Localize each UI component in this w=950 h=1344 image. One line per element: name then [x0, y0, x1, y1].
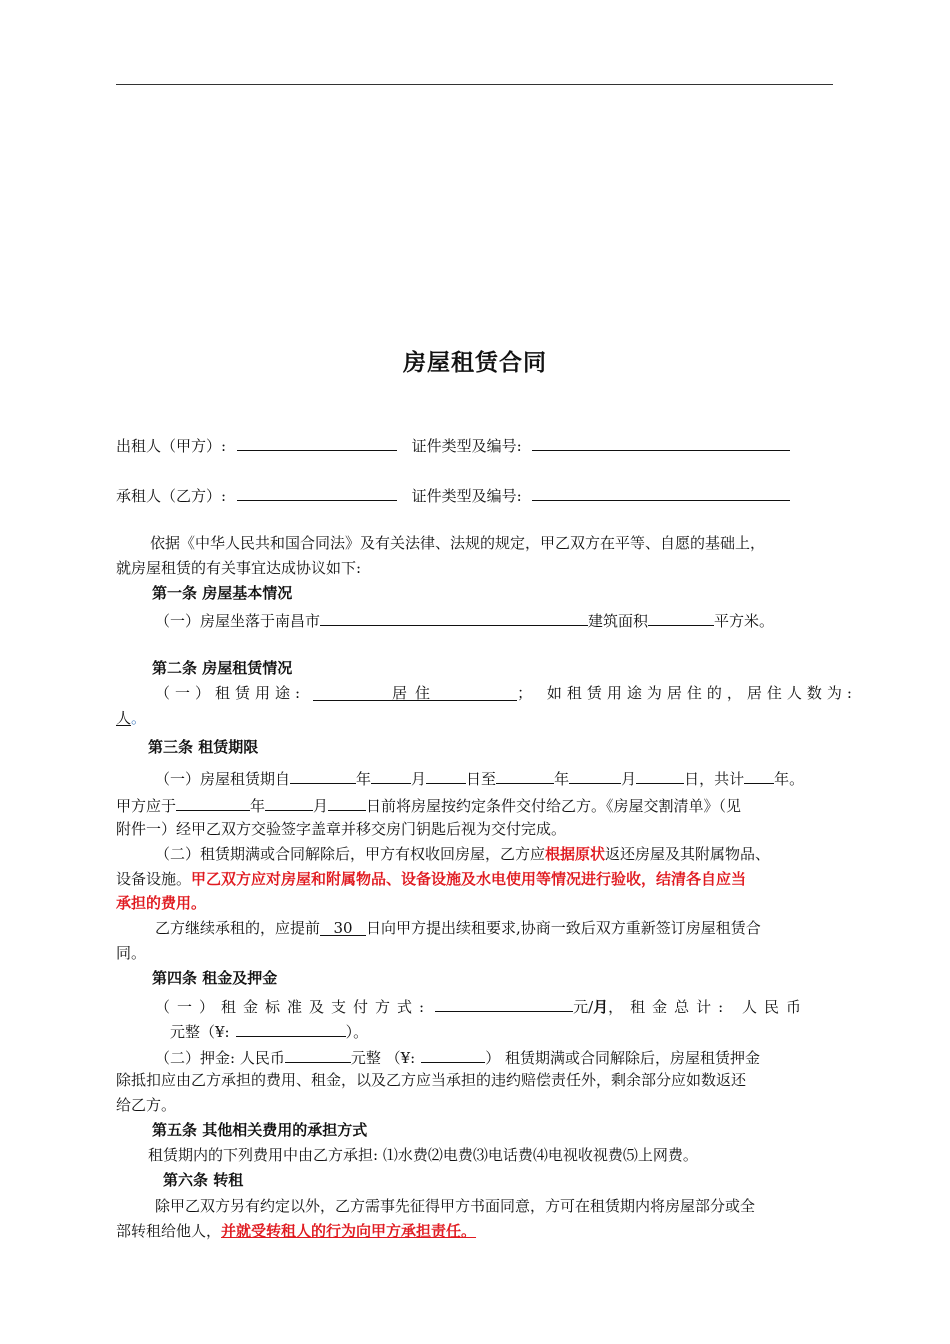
to-label: 日至: [466, 770, 497, 788]
document-title: 房屋租赁合同: [403, 349, 547, 376]
article-3-p4: [155, 844, 770, 864]
year-label: 年: [356, 770, 372, 788]
lessor-id-label: 证件类型及编号:: [411, 437, 522, 455]
month-label: 月: [621, 770, 637, 788]
article-3-title: 第三条 租赁期限: [148, 738, 259, 756]
article-5-title: 第五条 其他相关费用的承担方式: [152, 1121, 368, 1139]
article-3-p8: 同。: [116, 944, 147, 962]
month-label: 月: [411, 770, 427, 788]
lessee-label: 承租人（乙方）:: [116, 487, 227, 505]
renewal-text: 乙方继续承租的，应提前: [155, 919, 321, 937]
total-years-field[interactable]: [744, 766, 774, 784]
area-unit: 平方米。: [714, 612, 775, 630]
intro-line-2: 就房屋租赁的有关事宜达成协议如下:: [116, 559, 362, 577]
rent-label: （一）租金标准及支付方式:: [155, 998, 432, 1016]
deposit-number-field[interactable]: [421, 1045, 485, 1063]
end-year-field[interactable]: [496, 766, 554, 784]
lessee-id-label: 证件类型及编号:: [411, 487, 522, 505]
start-day-field[interactable]: [426, 766, 466, 784]
article-4-p5: 给乙方。: [116, 1096, 177, 1114]
article-3-p7: [155, 918, 761, 938]
start-year-field[interactable]: [290, 766, 356, 784]
use-label: （一）租赁用途:: [155, 684, 306, 702]
article-3-p3: 附件一）经甲乙双方交验签字盖章并移交房门钥匙后视为交付完成。: [116, 820, 567, 838]
article-3-p2: [116, 793, 741, 816]
article-4-p4: 除抵扣应由乙方承担的费用、租金，以及乙方应当承担的违约赔偿责任外，剩余部分应如数返还: [116, 1071, 747, 1089]
article-3-p6: 承担的费用。: [116, 894, 207, 912]
delivery-year-field[interactable]: [176, 793, 250, 811]
return-text-end: 返还房屋及其附属物品、: [605, 845, 771, 863]
return-condition-emphasis: 根据原状: [545, 845, 606, 863]
month-label: 月: [313, 797, 329, 815]
inspection-emphasis: 甲乙双方应对房屋和附属物品、设备设施及水电使用等情况进行验收，结清各自应当: [191, 870, 747, 888]
occupants-field[interactable]: 人: [116, 709, 132, 727]
renewal-text-end: 日向甲方提出续租要求,协商一致后双方重新签订房屋租赁合: [366, 919, 761, 937]
article-6-p2: [116, 1221, 476, 1241]
rent-period: 月: [593, 998, 609, 1016]
deposit-label: （二）押金: 人民币: [155, 1049, 285, 1067]
article-1-p1: [155, 608, 774, 631]
delivery-label: 甲方应于: [116, 797, 177, 815]
deposit-yuan-label: 元整 （¥:: [350, 1049, 416, 1067]
article-3-p5: [116, 869, 746, 889]
delivery-day-field[interactable]: [328, 793, 366, 811]
total-years-unit: 年。: [774, 770, 805, 788]
article-4-p1: [155, 994, 808, 1017]
sublet-liability-emphasis: 并就受转租人的行为向甲方承担责任。: [221, 1222, 477, 1240]
article-2-period: 。: [131, 709, 147, 727]
article-3-p1: [155, 766, 804, 789]
article-2-p1: [155, 683, 857, 703]
year-label: 年: [250, 797, 266, 815]
deposit-amount-field[interactable]: [285, 1045, 351, 1063]
lessee-name-field[interactable]: [237, 483, 397, 501]
rent-total-field[interactable]: [236, 1019, 346, 1037]
lessee-line: [116, 483, 790, 506]
rent-total-yuan-label: 元整（¥:: [170, 1023, 230, 1041]
article-2-title: 第二条 房屋租赁情况: [152, 659, 293, 677]
article-6-p1: 除甲乙双方另有约定以外，乙方需事先征得甲方书面同意，方可在租赁期内将房屋部分或全: [155, 1197, 756, 1215]
delivery-text: 日前将房屋按约定条件交付给乙方。《房屋交割清单》（见: [366, 797, 742, 815]
article-4-p2: [170, 1019, 368, 1042]
lessee-id-field[interactable]: [532, 483, 790, 501]
occupants-label: ； 如租赁用途为居住的，居住人数为:: [517, 684, 857, 702]
rent-total-close: ）。: [345, 1023, 369, 1041]
return-text: （二）租赁期满或合同解除后，甲方有权收回房屋，乙方应: [155, 845, 546, 863]
end-month-field[interactable]: [569, 766, 621, 784]
total-label: 日，共计: [684, 770, 745, 788]
rent-total-label: ，租金总计: 人民币: [608, 998, 808, 1016]
article-2-p2: [116, 708, 146, 728]
lessor-line: [116, 433, 790, 456]
area-label: 建筑面积: [588, 612, 649, 630]
delivery-month-field[interactable]: [265, 793, 313, 811]
facilities-text: 设备设施。: [116, 870, 192, 888]
article-1-title: 第一条 房屋基本情况: [152, 584, 293, 602]
end-day-field[interactable]: [636, 766, 684, 784]
rent-unit: 元/: [573, 998, 594, 1016]
area-field[interactable]: [648, 608, 714, 626]
deposit-text: ） 租赁期满或合同解除后，房屋租赁押金: [485, 1049, 760, 1067]
rent-field[interactable]: [435, 994, 573, 1012]
renewal-days-field[interactable]: 30: [320, 918, 366, 936]
term-label: （一）房屋租赁期自: [155, 770, 291, 788]
article-6-title: 第六条 转租: [163, 1171, 244, 1189]
article-5-p1: 租赁期内的下列费用中由乙方承担: ⑴水费⑵电费⑶电话费⑷电视收视费⑸上网费。: [148, 1146, 698, 1164]
lessor-label: 出租人（甲方）:: [116, 437, 227, 455]
article-4-p3: [155, 1045, 760, 1068]
lessor-name-field[interactable]: [237, 433, 397, 451]
year-label: 年: [554, 770, 570, 788]
sublet-text: 部转租给他人，: [116, 1222, 222, 1240]
header-rule: [116, 84, 833, 85]
address-field[interactable]: [320, 608, 588, 626]
intro-line-1: 依据《中华人民共和国合同法》及有关法律、法规的规定，甲乙双方在平等、自愿的基础上，: [150, 534, 766, 552]
use-field[interactable]: 居住: [313, 683, 517, 701]
start-month-field[interactable]: [371, 766, 411, 784]
article-4-title: 第四条 租金及押金: [152, 969, 278, 987]
address-label: （一）房屋坐落于南昌市: [155, 612, 321, 630]
lessor-id-field[interactable]: [532, 433, 790, 451]
